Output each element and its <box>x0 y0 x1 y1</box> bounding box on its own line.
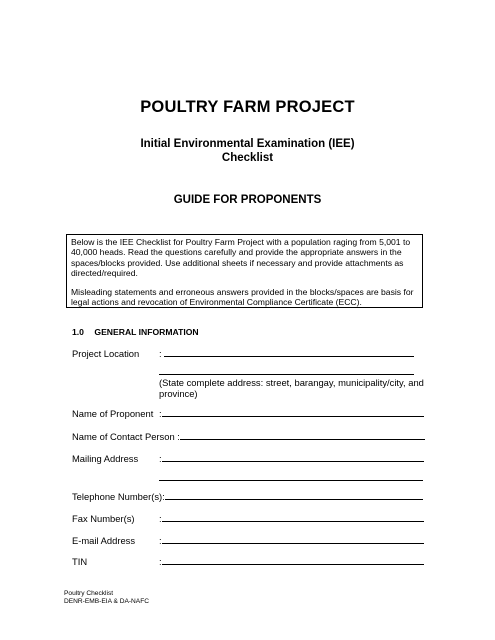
document-subtitle-line1: Initial Environmental Examination (IEE) <box>140 138 355 150</box>
footer-line1: Poultry Checklist <box>64 590 114 597</box>
project-location-label: Project Location <box>72 348 140 359</box>
fax-row: Fax Number(s) : <box>72 513 424 524</box>
telephone-row: Telephone Number(s): <box>72 491 423 502</box>
email-row: E-mail Address : <box>72 535 424 546</box>
proponent-field[interactable] <box>162 408 424 417</box>
notice-box <box>66 234 423 308</box>
notice-paragraph-instructions: Below is the IEE Checklist for Poultry Farm Project with a population raging from 5,001 to 40,000 heads. Read the questions carefully and provide the appropriate answers in the spaces/blocks provided. Use additional sheets if necessary and provide attachments as directed/required. <box>71 237 411 278</box>
project-location-field-2[interactable] <box>159 366 414 375</box>
fax-label: Fax Number(s) <box>72 513 135 524</box>
section-number: 1.0 <box>72 327 84 337</box>
email-label: E-mail Address <box>72 535 136 546</box>
mailing-address-field[interactable] <box>162 453 424 462</box>
project-location-row: Project Location : <box>72 348 414 359</box>
location-note: (State complete address: street, barangay, municipality/city, and province) <box>159 377 424 399</box>
document-subtitle-line2: Checklist <box>221 152 274 164</box>
fax-field[interactable] <box>162 513 424 522</box>
mailing-address-line2 <box>159 472 423 483</box>
guide-heading: GUIDE FOR PROPONENTS <box>173 194 322 206</box>
contact-person-row: Name of Contact Person : <box>72 431 425 442</box>
mailing-address-row: Mailing Address : <box>72 453 424 464</box>
contact-person-label: Name of Contact Person <box>72 431 175 442</box>
project-location-field[interactable] <box>164 348 414 357</box>
email-field[interactable] <box>162 535 424 544</box>
footer-line2: DENR-EMB-EIA & DA-NAFC <box>64 598 149 605</box>
notice-paragraph-warning: Misleading statements and erroneous answers provided in the blocks/spaces are basis for legal actions and revocation of Environmental Compliance Certificate (ECC). <box>71 287 414 308</box>
project-location-line2 <box>159 366 414 377</box>
section-title: GENERAL INFORMATION <box>94 327 199 337</box>
mailing-address-field-2[interactable] <box>159 472 423 481</box>
mailing-address-label: Mailing Address <box>72 453 139 464</box>
contact-person-field[interactable] <box>180 431 425 440</box>
telephone-field[interactable] <box>165 491 423 500</box>
tin-row: TIN : <box>72 556 424 567</box>
document-title: POULTRY FARM PROJECT <box>140 98 355 116</box>
proponent-row: Name of Proponent : <box>72 408 424 419</box>
telephone-label: Telephone Number(s) <box>72 491 163 502</box>
tin-field[interactable] <box>162 556 424 565</box>
tin-label: TIN <box>72 556 88 567</box>
proponent-label: Name of Proponent <box>72 408 154 419</box>
section-heading <box>72 327 199 337</box>
